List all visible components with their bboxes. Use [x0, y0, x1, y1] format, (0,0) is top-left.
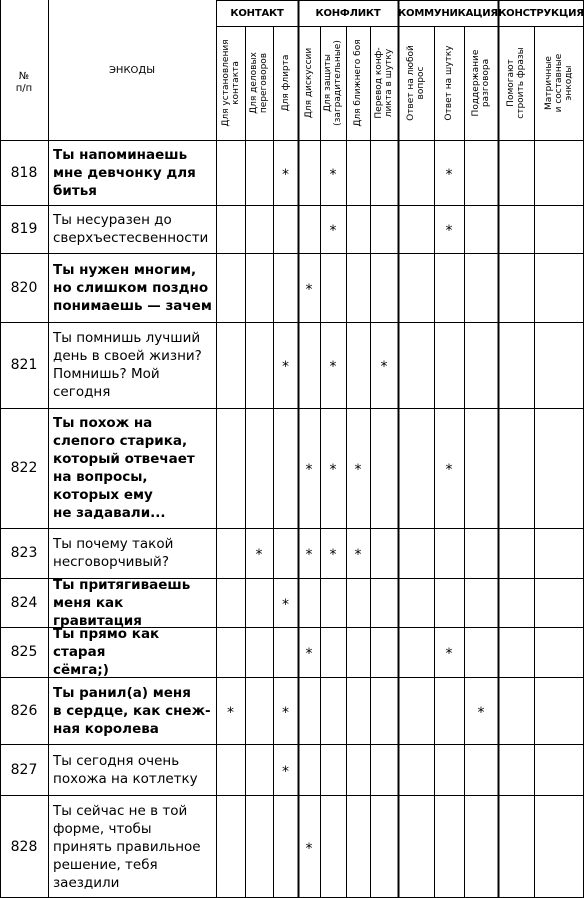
row-number: 824 [10, 594, 38, 611]
column-header [434, 26, 464, 140]
mark-asterisk: * [329, 462, 337, 478]
mark-asterisk: * [329, 166, 337, 183]
phrase-text: Ты помнишь лучший день в своей жизни? Помнишь? Мой сегодня [53, 330, 202, 400]
row-number: 821 [10, 357, 38, 373]
mark-asterisk: * [282, 166, 289, 183]
phrase-text: Ты почему такой несговорчивый? [53, 536, 174, 570]
mark-asterisk: * [477, 704, 485, 721]
mark-asterisk: * [227, 704, 234, 721]
phrase-text: Ты несуразен до сверхъестесвенности [53, 212, 209, 246]
number-header [0, 26, 48, 140]
column-header-label: Для защиты (заградительные) [323, 40, 343, 126]
group-header-communication: КОММУНИКАЦИЯ [398, 8, 498, 19]
mark-asterisk: * [305, 646, 313, 662]
group-header-contact: КОНТАКТ [230, 8, 284, 19]
column-header [320, 26, 346, 140]
column-header-label: Для флирта [280, 54, 291, 112]
mark-asterisk: * [305, 547, 313, 563]
mark-asterisk: * [354, 547, 362, 563]
row-number: 825 [10, 644, 38, 660]
column-header [498, 26, 534, 140]
row-number: 822 [10, 460, 38, 476]
column-header [370, 26, 398, 140]
row-number: 819 [10, 221, 38, 237]
column-header-label: Для установления контакта [220, 39, 241, 127]
column-header-label: Для дискуссии [304, 47, 314, 119]
mark-asterisk: * [305, 840, 313, 857]
column-header [346, 26, 370, 140]
mark-asterisk: * [445, 223, 453, 239]
row-number: 827 [10, 761, 38, 778]
row-number: 826 [10, 702, 38, 719]
row-number: 818 [10, 164, 38, 181]
mark-asterisk: * [445, 462, 453, 478]
column-header [398, 26, 434, 140]
mark-asterisk: * [445, 646, 453, 662]
column-header-label: Матричные и составные энкоды [544, 53, 574, 113]
mark-asterisk: * [255, 547, 263, 563]
row-number: 823 [10, 545, 38, 561]
column-header [216, 26, 245, 140]
phrase-text: Ты похож на слепого старика, который отвечает на вопросы, которых ему не задавали... [53, 415, 195, 521]
column-header [464, 26, 498, 140]
column-header-label: Для ближнего боя [353, 39, 363, 127]
phrase-text: Ты ранил(а) меня в сердце, как снеж- ная королева [53, 684, 211, 737]
column-header-label: Для деловых переговоров [249, 52, 269, 114]
phrase-header-label: ЭНКОДЫ [108, 64, 156, 76]
mark-asterisk: * [445, 166, 453, 183]
mark-asterisk: * [305, 281, 313, 298]
mark-asterisk: * [354, 462, 362, 478]
column-header-label: Перевод конф- ликта в шутку [374, 47, 394, 119]
column-header-label: Ответ на любой вопрос [406, 45, 426, 121]
mark-asterisk: * [282, 763, 289, 780]
mark-asterisk: * [282, 704, 289, 721]
phrase-text: Ты нужен многим, но слишком поздно понимаешь — зачем [53, 261, 212, 314]
phrase-text: Ты притягиваешь меня как гравитация [53, 576, 191, 629]
mark-asterisk: * [282, 359, 289, 375]
mark-asterisk: * [329, 223, 337, 239]
phrase-text: Ты напоминаешь мне девчонку для битья [53, 146, 196, 199]
group-header-conflict: КОНФЛИКТ [315, 8, 381, 19]
phrase-text: Ты прямо как старая сёмга;) [53, 626, 160, 678]
number-header-label: № п/п [15, 71, 33, 94]
mark-asterisk: * [380, 359, 388, 375]
mark-asterisk: * [329, 547, 337, 563]
phrase-header [48, 26, 216, 114]
phrase-text: Ты сегодня очень похожа на котлетку [53, 752, 198, 787]
column-header-label: Помогают строить фразы [506, 47, 526, 119]
column-header [273, 26, 298, 140]
row-number: 828 [10, 838, 38, 855]
column-header-label: Поддержание разговора [471, 49, 491, 117]
phrase-text: Ты сейчас не в той форме, чтобы принять правильное решение, тебя заездили [53, 802, 201, 891]
column-header [298, 26, 320, 140]
row-number: 820 [10, 279, 38, 296]
column-header [534, 26, 584, 140]
mark-asterisk: * [305, 462, 313, 478]
group-header-construction: КОНСТРУКЦИЯ [498, 8, 584, 19]
column-header-label: Ответ на шутку [444, 45, 454, 121]
mark-asterisk: * [329, 359, 337, 375]
mark-asterisk: * [282, 596, 289, 613]
column-header [245, 26, 273, 140]
